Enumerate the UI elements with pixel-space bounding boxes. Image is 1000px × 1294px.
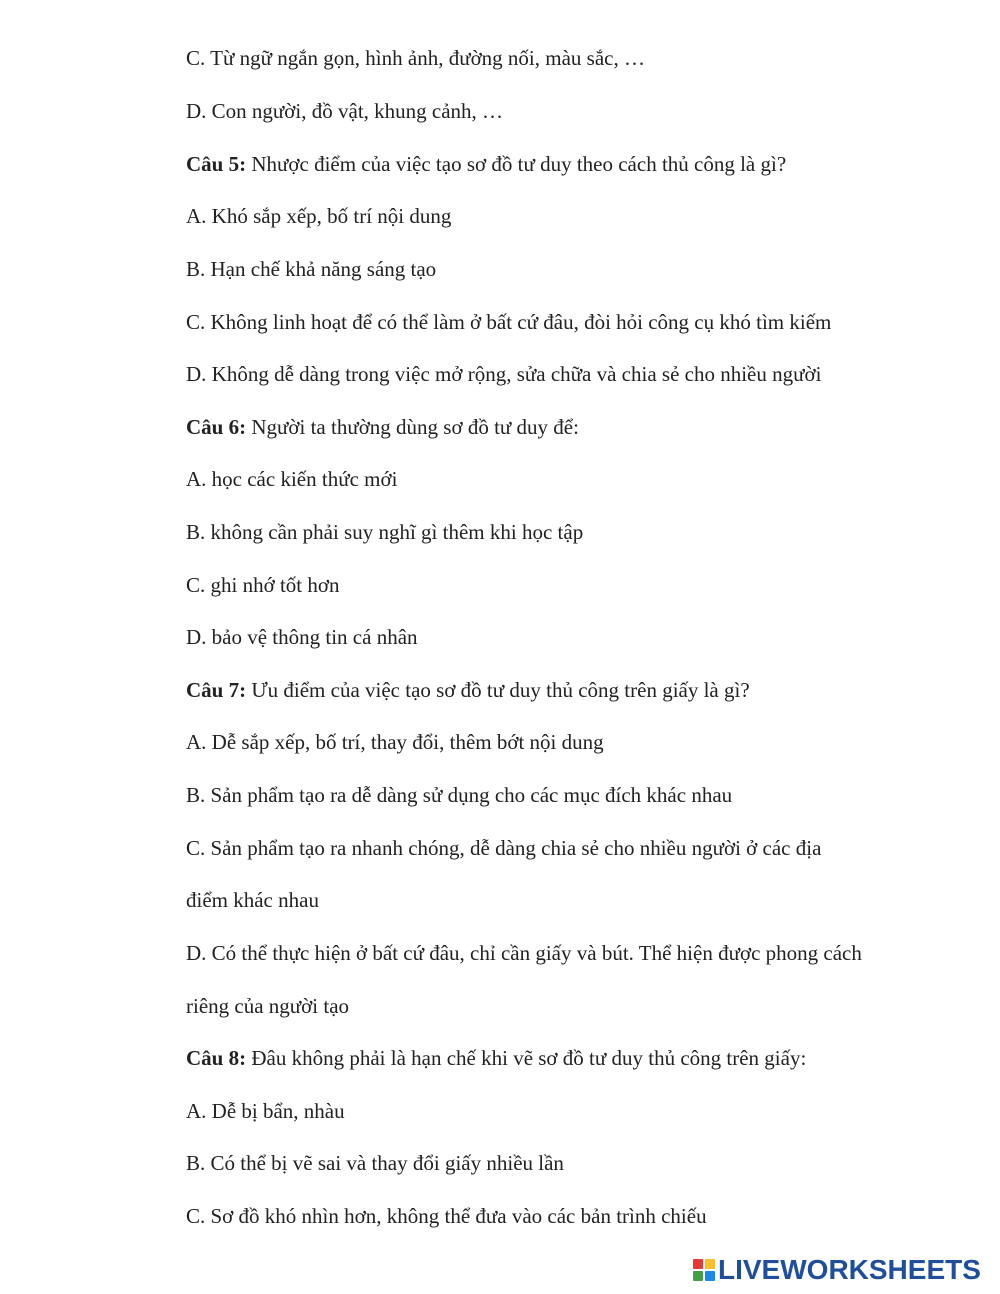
logo-mark-cell bbox=[705, 1271, 715, 1281]
logo-mark-cell bbox=[705, 1259, 715, 1269]
q8-option-b: B. Có thể bị vẽ sai và thay đổi giấy nhiều lần bbox=[186, 1151, 564, 1175]
line-1: D. Con người, đồ vật, khung cảnh, … bbox=[186, 99, 504, 123]
q7-option-b: B. Sản phẩm tạo ra dễ dàng sử dụng cho các mục đích khác nhau bbox=[186, 783, 733, 807]
liveworksheets-logo bbox=[693, 1254, 993, 1286]
question-label: Câu 8: bbox=[186, 1046, 247, 1070]
q6-option-b: B. không cần phải suy nghĩ gì thêm khi học tập bbox=[186, 520, 584, 544]
logo-mark-icon bbox=[693, 1259, 715, 1281]
q5-option-b: B. Hạn chế khả năng sáng tạo bbox=[186, 257, 437, 281]
question-5: Câu 5: Nhược điểm của việc tạo sơ đồ tư duy theo cách thủ công là gì? bbox=[186, 152, 787, 176]
q5-option-a: A. Khó sắp xếp, bố trí nội dung bbox=[186, 204, 452, 228]
q8-option-c: C. Sơ đồ khó nhìn hơn, không thể đưa vào các bản trình chiếu bbox=[186, 1204, 707, 1228]
q7-option-c-cont: điểm khác nhau bbox=[186, 888, 319, 912]
question-label: Câu 6: bbox=[186, 415, 247, 439]
question-8: Câu 8: Đâu không phải là hạn chế khi vẽ sơ đồ tư duy thủ công trên giấy: bbox=[186, 1046, 807, 1070]
q7-option-d: D. Có thể thực hiện ở bất cứ đâu, chỉ cần giấy và bút. Thể hiện được phong cách bbox=[186, 941, 862, 965]
q6-option-d: D. bảo vệ thông tin cá nhân bbox=[186, 625, 418, 649]
logo-text: LIVEWORKSHEETS bbox=[718, 1254, 981, 1285]
question-label: Câu 7: bbox=[186, 678, 247, 702]
q7-option-a: A. Dễ sắp xếp, bố trí, thay đổi, thêm bớt nội dung bbox=[186, 730, 604, 754]
q6-option-c: C. ghi nhớ tốt hơn bbox=[186, 573, 340, 597]
q6-option-a: A. học các kiến thức mới bbox=[186, 467, 398, 491]
q5-option-c: C. Không linh hoạt để có thể làm ở bất cứ đâu, đòi hỏi công cụ khó tìm kiếm bbox=[186, 310, 832, 334]
question-7: Câu 7: Ưu điểm của việc tạo sơ đồ tư duy thủ công trên giấy là gì? bbox=[186, 678, 750, 702]
q7-option-c: C. Sản phẩm tạo ra nhanh chóng, dễ dàng chia sẻ cho nhiều người ở các địa bbox=[186, 836, 822, 860]
q7-option-d-cont: riêng của người tạo bbox=[186, 994, 350, 1018]
q5-option-d: D. Không dễ dàng trong việc mở rộng, sửa chữa và chia sẻ cho nhiều người bbox=[186, 362, 822, 386]
line-0: C. Từ ngữ ngắn gọn, hình ảnh, đường nối, màu sắc, … bbox=[186, 46, 645, 70]
logo-mark-cell bbox=[693, 1259, 703, 1269]
question-6: Câu 6: Người ta thường dùng sơ đồ tư duy để: bbox=[186, 415, 579, 439]
question-label: Câu 5: bbox=[186, 152, 247, 176]
q8-option-a: A. Dễ bị bẩn, nhàu bbox=[186, 1099, 345, 1123]
logo-mark-cell bbox=[693, 1271, 703, 1281]
